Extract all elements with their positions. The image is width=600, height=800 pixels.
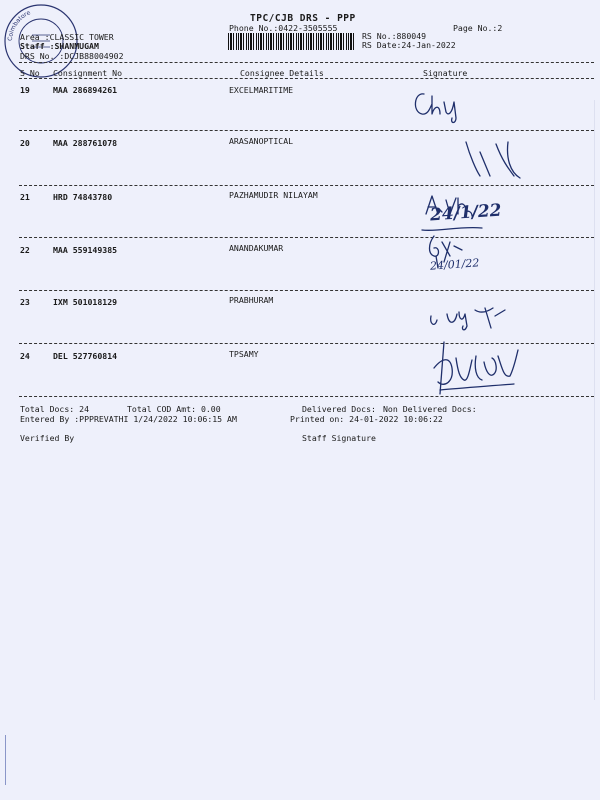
printed-on: Printed on: 24-01-2022 10:06:22 — [290, 414, 443, 424]
row-consignee: PAZHAMUDIR NILAYAM — [229, 190, 318, 200]
divider — [19, 185, 594, 186]
total-docs: Total Docs: 24 — [20, 404, 90, 414]
row-sno: 24 — [20, 351, 30, 361]
staff-signature-label: Staff Signature — [302, 433, 376, 443]
column-header-sno: S No — [20, 68, 40, 78]
row-consignee: ARASANOPTICAL — [229, 136, 294, 146]
barcode — [228, 33, 354, 50]
column-header-consignment: Consignment No — [53, 68, 123, 78]
divider — [19, 78, 594, 79]
row-sno: 21 — [20, 192, 30, 202]
row-sno: 20 — [20, 138, 30, 148]
staff-label: Staff :SHANMUGAM — [20, 41, 99, 51]
stamp-text: Coimbatore — [6, 9, 32, 42]
delivered-docs: Delivered Docs: — [302, 404, 376, 414]
row-consignee: PRABHURAM — [229, 295, 274, 305]
signature-date-row-22: 24/01/22 — [429, 256, 480, 273]
row-consignee: ANANDAKUMAR — [229, 243, 284, 253]
row-sno: 19 — [20, 85, 30, 95]
column-header-signature: Signature — [423, 68, 468, 78]
rs-number: RS No.:880049 — [362, 31, 427, 41]
row-consignment: MAA 286894261 — [53, 85, 118, 95]
row-sno: 22 — [20, 245, 30, 255]
scan-edge-line — [594, 100, 595, 700]
area-label: Area :CLASSIC TOWER — [20, 32, 114, 42]
row-consignee: TPSAMY — [229, 349, 259, 359]
total-cod-amount: Total COD Amt: 0.00 — [127, 404, 221, 414]
page-number: Page No.:2 — [453, 23, 503, 33]
document-title: TPC/CJB DRS - PPP — [250, 13, 356, 24]
row-consignment: HRD 74843780 — [53, 192, 113, 202]
row-sno: 23 — [20, 297, 30, 307]
entered-by: Entered By :PPPREVATHI 1/24/2022 10:06:15 AM — [20, 414, 237, 424]
signature-row-20 — [460, 132, 530, 182]
row-consignee: EXCELMARITIME — [229, 85, 294, 95]
non-delivered-docs: Non Delivered Docs: — [383, 404, 477, 414]
drs-number: DRS No. :DCJB88004902 — [20, 51, 124, 61]
row-consignment: IXM 501018129 — [53, 297, 118, 307]
row-consignment: MAA 559149385 — [53, 245, 118, 255]
divider — [19, 290, 594, 291]
rs-date: RS Date:24-Jan-2022 — [362, 40, 456, 50]
divider — [19, 62, 594, 63]
signature-row-19 — [410, 88, 470, 124]
row-consignment: DEL 527760814 — [53, 351, 118, 361]
phone-number: Phone No.:0422-3505555 — [229, 23, 338, 33]
signature-row-23 — [425, 300, 515, 336]
column-header-consignee: Consignee Details — [240, 68, 324, 78]
scan-edge-mark — [5, 735, 6, 785]
signature-row-24 — [430, 338, 522, 400]
divider — [19, 237, 594, 238]
verified-by: Verified By — [20, 433, 75, 443]
row-consignment: MAA 288761078 — [53, 138, 118, 148]
signature-date-row-21: 24/1/22 — [429, 200, 503, 226]
divider — [19, 130, 594, 131]
